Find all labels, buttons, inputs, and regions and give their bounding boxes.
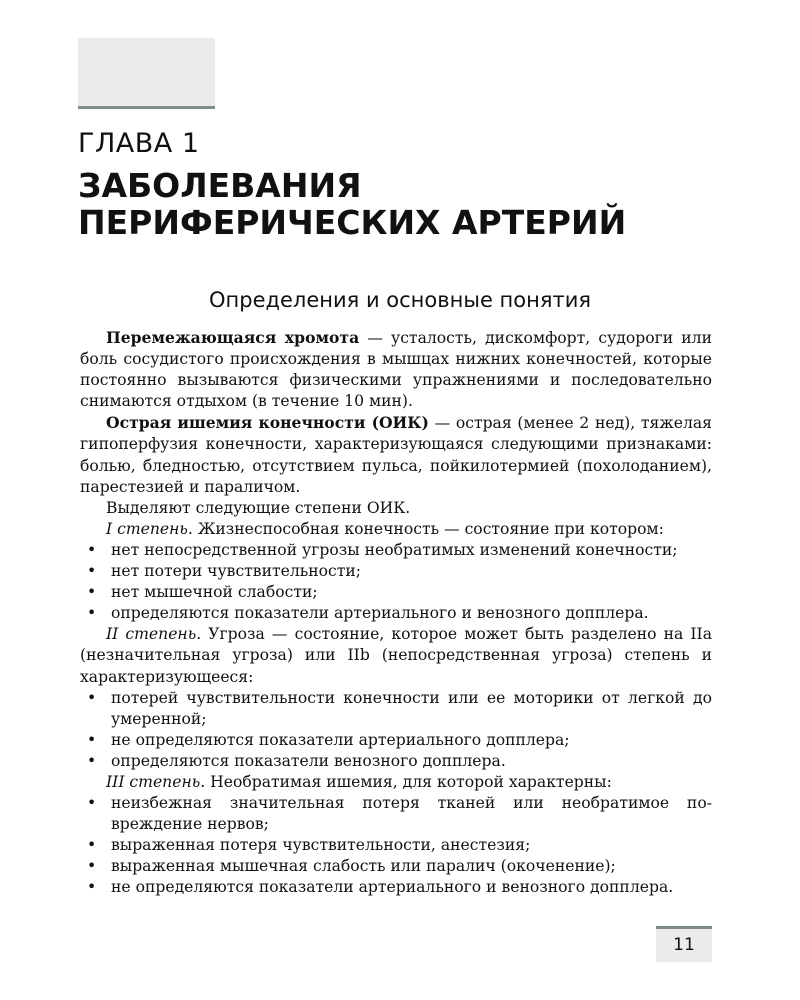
grade-1-list [80, 540, 712, 624]
term-claudication: Перемежающаяся хромота [106, 328, 360, 347]
page-number: 11 [656, 926, 712, 962]
list-item: • нет мышечной слабости; [80, 582, 712, 603]
definition-acute-ischemia: — острая (менее 2 нед), тяжелая гипоперфузия конечности, характеризующаяся следующими признаками: болью, бледностью, отсутствием пульса, пойкилотермией (похолоданием), парестезией и параличом. [80, 414, 712, 496]
grade-1-heading [80, 519, 712, 540]
grade-1-label: I степень [106, 519, 188, 538]
grade-2-label: II степень [106, 625, 197, 644]
grade-2-heading [80, 624, 712, 687]
list-item: • не определяются показатели артериального допплера; [80, 730, 712, 751]
paragraph-grades-intro: Выделяют следующие степени ОИК. [106, 498, 411, 517]
list-item: • определяются показатели венозного допплера. [80, 751, 712, 772]
grade-3-heading [80, 772, 712, 793]
section-title: Определения и основные понятия [208, 288, 591, 312]
grade-3-list [80, 793, 712, 898]
list-item: • не определяются показатели артериального и венозного допплера. [80, 877, 712, 898]
list-item: • нет непосредственной угрозы необратимых изменений конечности; [80, 540, 712, 561]
grade-2-description: . Угроза — состояние, которое может быть разделено на IIa (незначительная угроза) или IIb (непосредственная угроза) степень и характеризующееся: [80, 625, 712, 686]
chapter-title-line-2: ПЕРИФЕРИЧЕСКИХ АРТЕРИЙ [78, 203, 627, 242]
list-item: • определяются показатели артериального и венозного допплера. [80, 603, 712, 624]
chapter-title [78, 167, 626, 241]
grade-3-label: III степень [106, 772, 201, 791]
grade-3-description: . Необратимая ишемия, для которой характерны: [200, 772, 612, 791]
grade-1-description: . Жизнеспособная конечность — состояние при котором: [187, 519, 664, 538]
list-item: • неизбежная значительная потеря тканей или необратимое повреждение нервов; [80, 793, 712, 835]
list-item: • нет потери чувствительности; [80, 561, 712, 582]
term-acute-ischemia: Острая ишемия конечности (ОИК) [106, 413, 429, 433]
chapter-label: ГЛАВА 1 [78, 128, 200, 159]
definition-claudication: — усталость, дискомфорт, судороги или боль сосудистого происхождения в мышцах нижних конечностей, которые постоянно вызываются физическими упражнениями и последовательно снимаются отдыхом (в течение 10 мин). [80, 329, 712, 411]
paragraph-acute-ischemia [80, 412, 712, 497]
list-item: • выраженная мышечная слабость или паралич (окоченение); [80, 856, 712, 877]
chapter-tab-decoration [78, 38, 215, 109]
list-item: • выраженная потеря чувствительности, анестезия; [80, 835, 712, 856]
list-item: • потерей чувствительности конечности или ее моторики от легкой до умеренной; [80, 688, 712, 730]
body-text [80, 327, 712, 899]
chapter-title-line-1: ЗАБОЛЕВАНИЯ [78, 166, 362, 205]
paragraph-claudication [80, 327, 712, 412]
grade-2-list [80, 688, 712, 772]
